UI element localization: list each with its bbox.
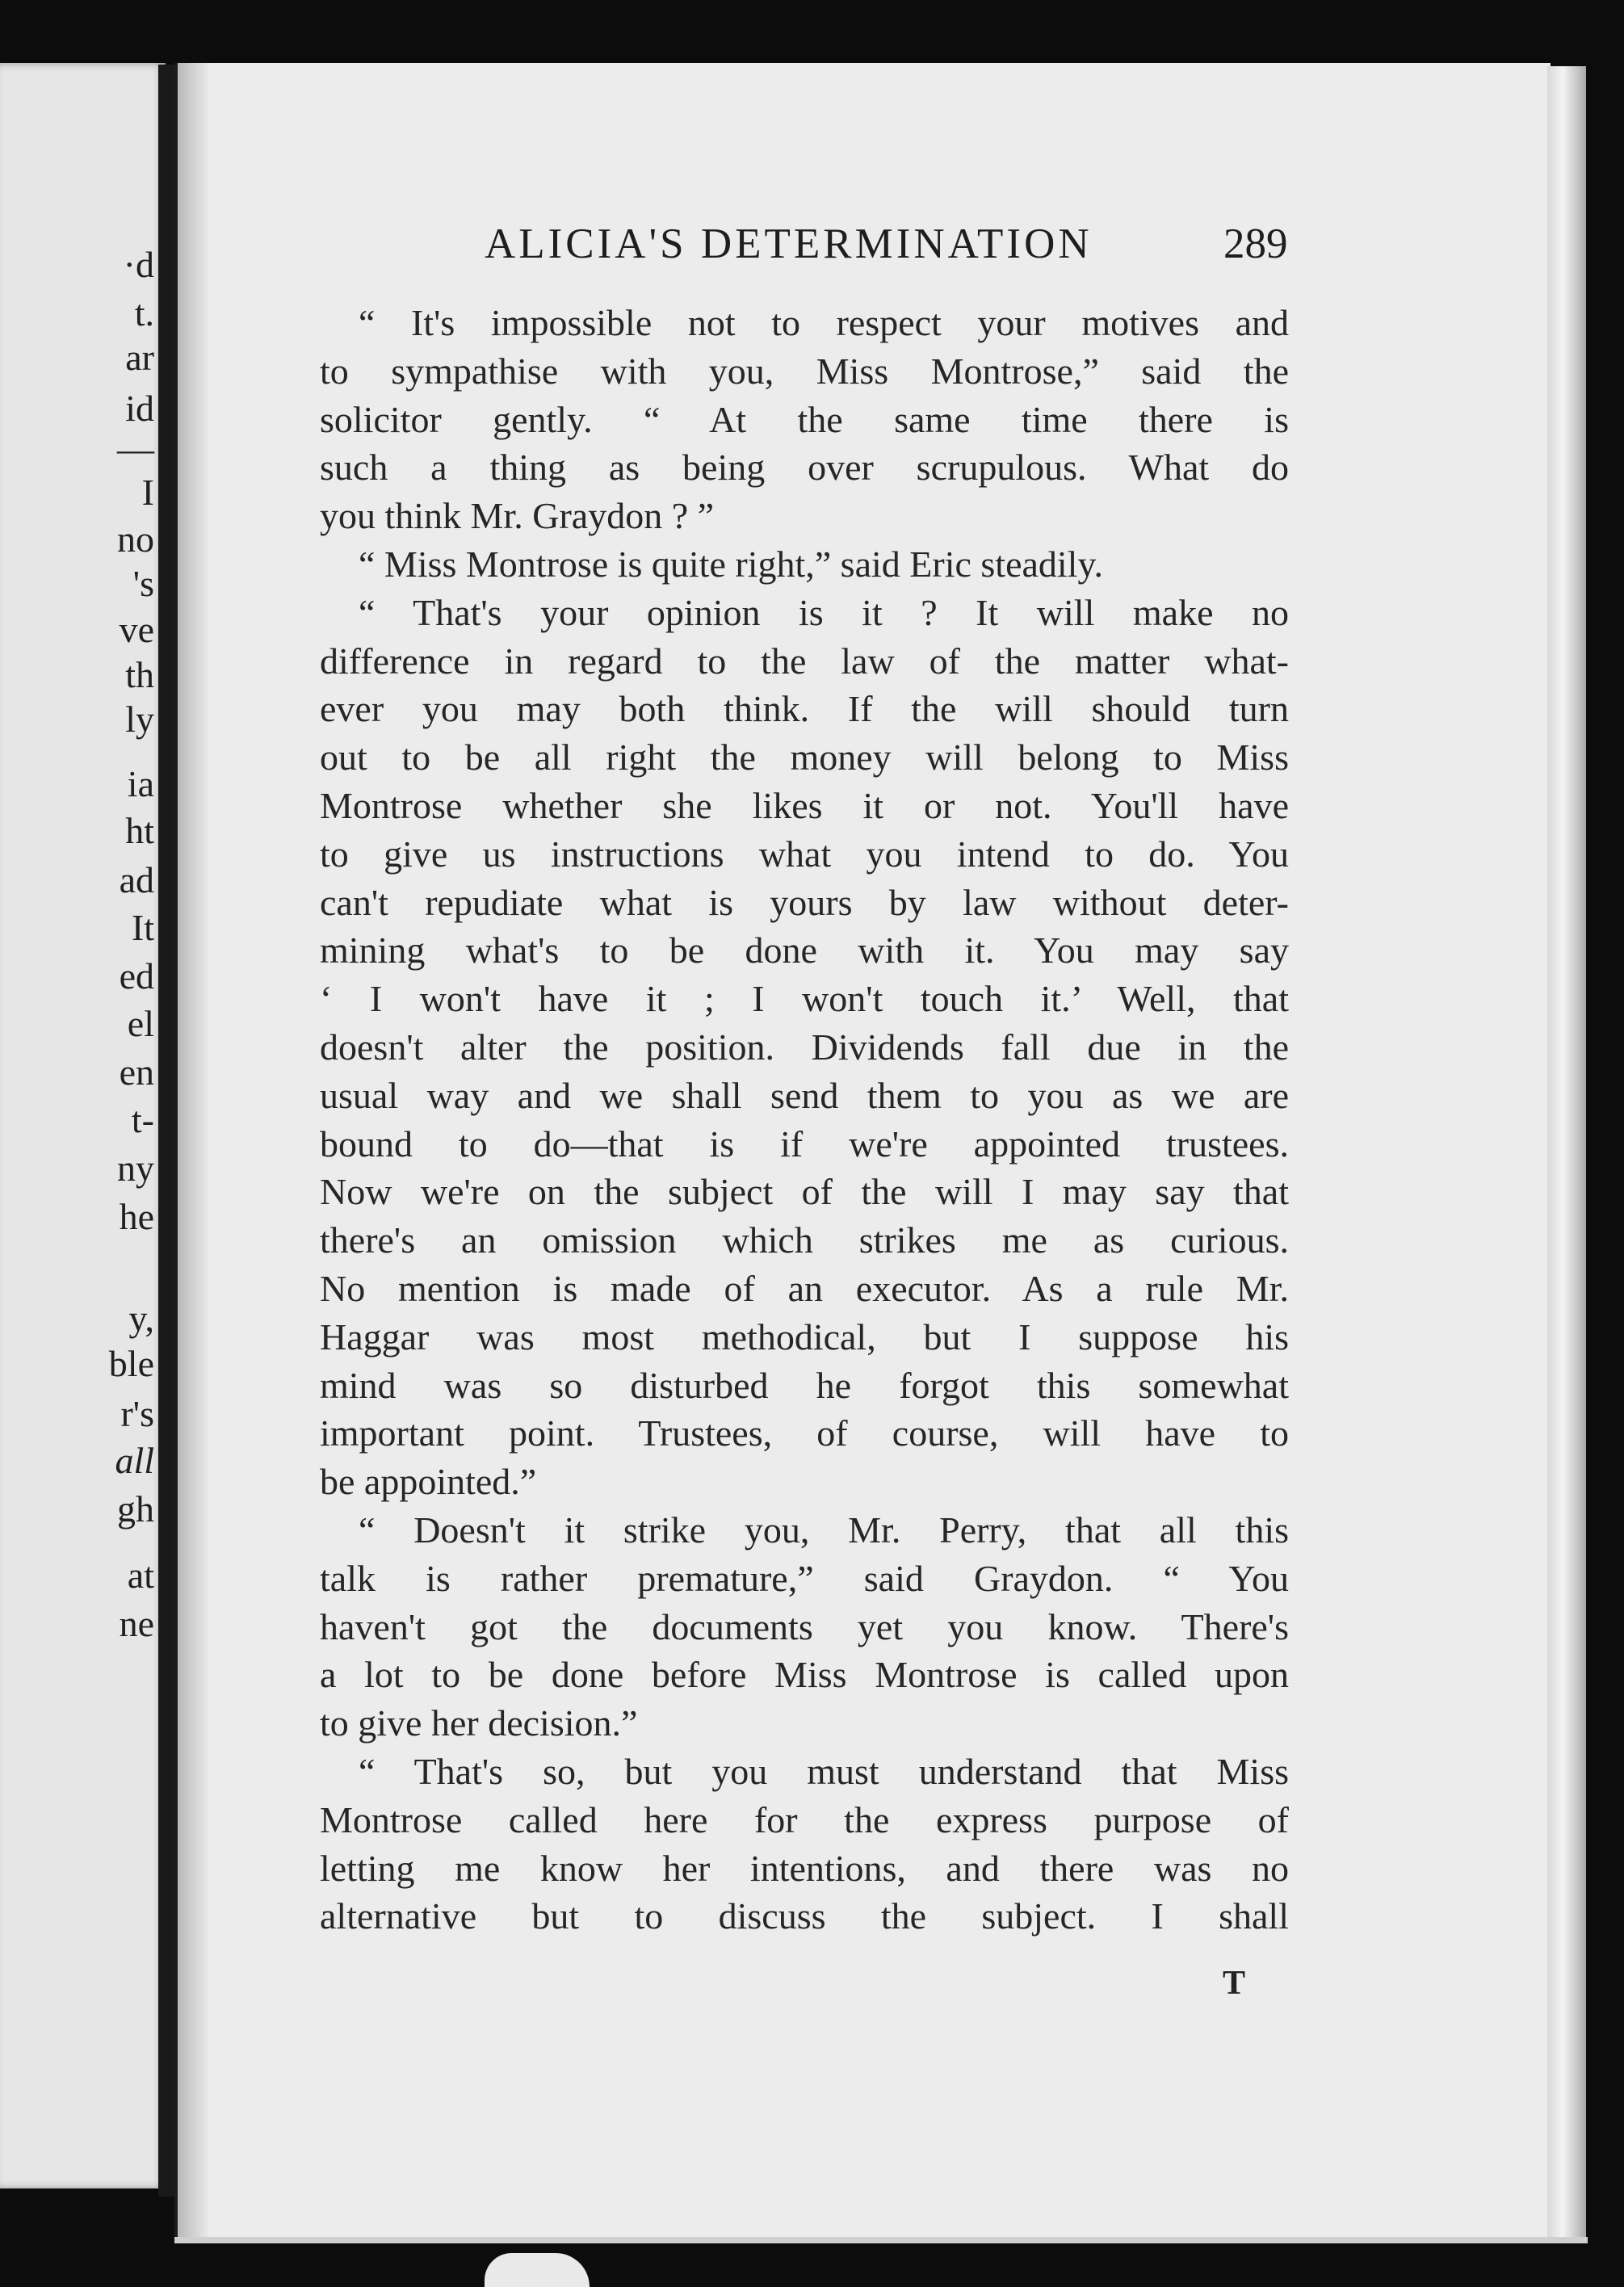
body-text: [320, 299, 1289, 1941]
text-line: you think Mr. Graydon ? ”: [320, 495, 715, 537]
text-line: out to be all right the money will belong to Miss: [320, 736, 1289, 778]
facing-page-fragment: ve: [119, 609, 154, 650]
text-line: No mention is made of an executor. As a rule Mr.: [320, 1267, 1289, 1309]
facing-page-fragment: ·d: [123, 244, 154, 285]
text-line: ‘ I won't have it ; I won't touch it.’ Well, that: [320, 978, 1289, 1020]
text-line: “ That's so, but you must understand that Miss: [359, 1750, 1289, 1792]
facing-page-fragment: gh: [117, 1488, 154, 1530]
signature-mark: T: [1223, 1965, 1246, 2002]
text-line: ever you may both think. If the will should turn: [320, 688, 1289, 730]
facing-page-fragment: —: [117, 428, 154, 469]
page-edges: [1547, 66, 1586, 2239]
text-line: haven't got the documents yet you know. There's: [320, 1605, 1289, 1647]
text-line: letting me know her intentions, and there was no: [320, 1847, 1289, 1889]
facing-page-fragment: I: [141, 472, 154, 513]
text-line: alternative but to discuss the subject. I shall: [320, 1895, 1289, 1937]
text-line: to give us instructions what you intend to do. You: [320, 833, 1289, 875]
facing-page-fragment: r's: [120, 1393, 154, 1434]
facing-page-fragment: ad: [119, 859, 154, 900]
text-line: important point. Trustees, of course, will have to: [320, 1412, 1289, 1454]
text-line: there's an omission which strikes me as curious.: [320, 1219, 1289, 1261]
facing-page-fragment: he: [119, 1196, 154, 1237]
facing-page-fragment: It: [131, 907, 154, 948]
text-line: Haggar was most methodical, but I suppose his: [320, 1316, 1289, 1358]
facing-page-fragment: ly: [125, 699, 154, 740]
text-line: Montrose called here for the express purpose of: [320, 1798, 1289, 1840]
facing-page-fragment: th: [125, 654, 154, 695]
facing-page-fragment: en: [119, 1051, 154, 1093]
facing-page-fragment: no: [117, 518, 154, 560]
facing-page-fragment: ht: [125, 810, 154, 851]
thumb-shadow: [485, 2253, 590, 2287]
text-line: “ Doesn't it strike you, Mr. Perry, that all this: [359, 1509, 1289, 1551]
text-line: “ It's impossible not to respect your motives and: [359, 302, 1289, 343]
facing-page-fragment: id: [125, 388, 154, 429]
text-line: usual way and we shall send them to you as we are: [320, 1074, 1289, 1116]
facing-page-fragment: 's: [132, 563, 154, 604]
facing-page-fragment: ne: [119, 1603, 154, 1644]
text-line: bound to do—that is if we're appointed trustees.: [320, 1123, 1289, 1164]
text-line: to sympathise with you, Miss Montrose,” said the: [320, 350, 1289, 392]
text-line: such a thing as being over scrupulous. What do: [320, 447, 1289, 489]
text-line: a lot to be done before Miss Montrose is called upon: [320, 1654, 1289, 1696]
text-line: solicitor gently. “ At the same time there is: [320, 398, 1289, 440]
text-line: Now we're on the subject of the will I may say that: [320, 1171, 1289, 1213]
fold-shadow: [178, 63, 210, 2243]
text-line: Montrose whether she likes it or not. You'll have: [320, 784, 1289, 826]
facing-page-fragment: ed: [119, 955, 154, 997]
facing-page-fragment: ar: [125, 337, 154, 378]
text-line: can't repudiate what is yours by law without deter-: [320, 881, 1289, 923]
page-bottom-edge: [174, 2237, 1588, 2243]
text-line: mining what's to be done with it. You may say: [320, 929, 1289, 971]
facing-page-fragment: ble: [108, 1343, 154, 1384]
text-line: difference in regard to the law of the matter what-: [320, 640, 1289, 682]
facing-page-fragment: all: [115, 1440, 154, 1481]
facing-page-fragment: t.: [134, 292, 154, 334]
text-line: mind was so disturbed he forgot this somewhat: [320, 1364, 1289, 1406]
facing-page-fragment: ny: [117, 1148, 154, 1189]
running-head-title: ALICIA'S DETERMINATION: [485, 220, 1093, 267]
facing-page-fragment: t-: [131, 1099, 154, 1140]
text-line: “ Miss Montrose is quite right,” said Eric steadily.: [359, 543, 1103, 585]
facing-page-fragment: at: [127, 1555, 154, 1596]
text-line: doesn't alter the position. Dividends fall due in the: [320, 1026, 1289, 1068]
text-line: to give her decision.”: [320, 1702, 638, 1744]
text-line: be appointed.”: [320, 1461, 537, 1503]
page-number: 289: [1223, 220, 1288, 267]
facing-page-left: [0, 63, 166, 2188]
facing-page-fragment: y,: [128, 1298, 154, 1339]
facing-page-fragment: el: [127, 1003, 154, 1044]
facing-page-fragment: ia: [127, 763, 154, 804]
text-line: “ That's your opinion is it ? It will make no: [359, 591, 1289, 633]
text-line: talk is rather premature,” said Graydon. “ You: [320, 1557, 1289, 1599]
